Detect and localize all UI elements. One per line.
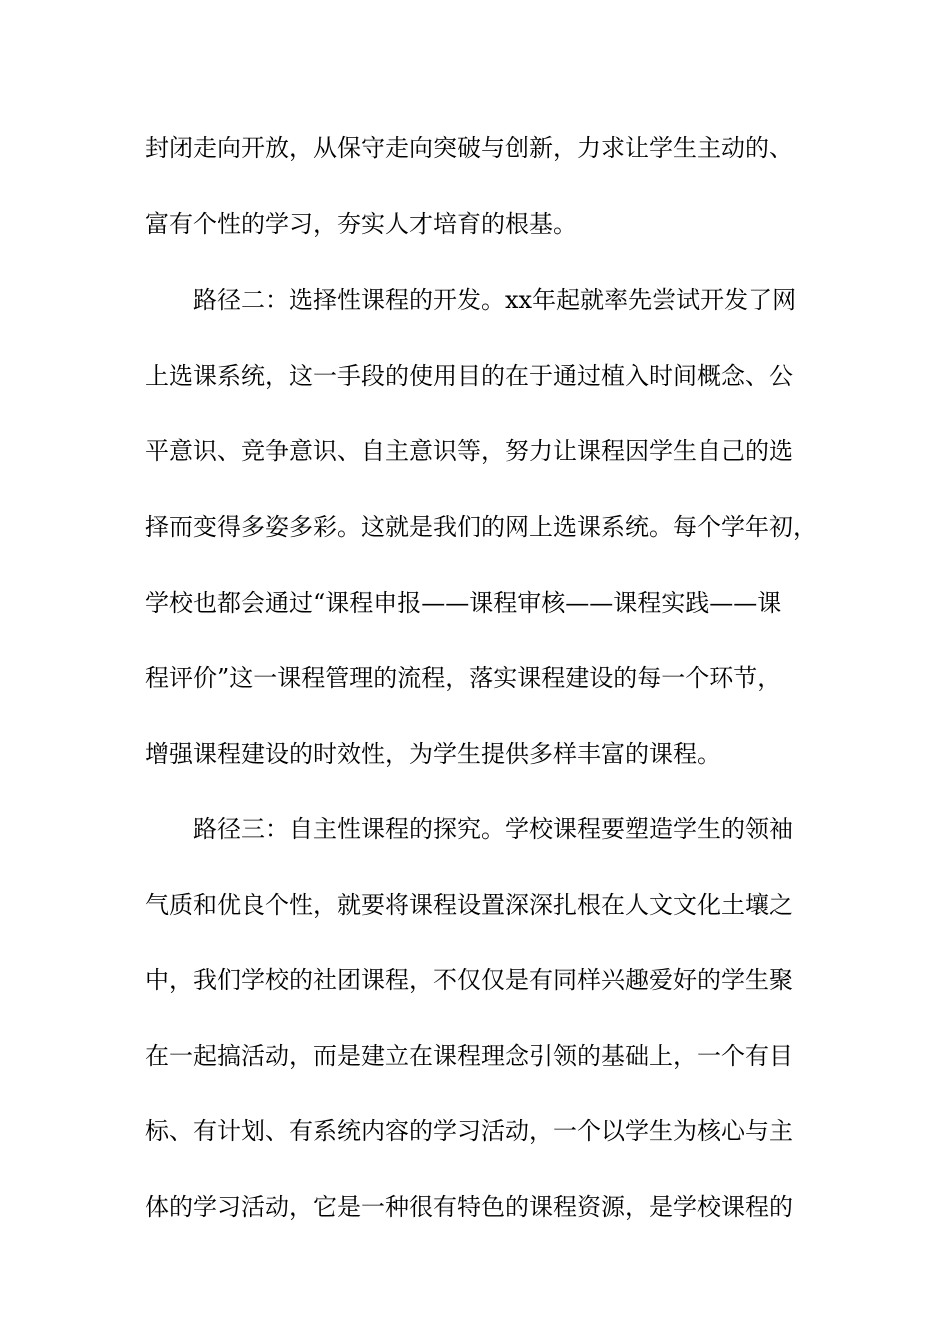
body-text-line: 气质和优良个性，就要将课程设置深深扎根在人文文化土壤之 — [145, 891, 793, 919]
body-text-line: 中，我们学校的社团课程，不仅仅是有同样兴趣爱好的学生聚 — [145, 966, 793, 994]
body-text-line: 学校也都会通过“课程申报——课程审核——课程实践——课 — [145, 589, 782, 617]
body-text-line: 封闭走向开放，从保守走向突破与创新，力求让学生主动的、 — [145, 134, 793, 162]
body-text-line: 平意识、竞争意识、自主意识等，努力让课程因学生自己的选 — [145, 437, 793, 465]
paragraph-start-line: 路径二：选择性课程的开发。xx年起就率先尝试开发了网 — [193, 286, 797, 314]
body-text-line: 在一起搞活动，而是建立在课程理念引领的基础上，一个有目 — [145, 1042, 793, 1070]
paragraph-start-line: 路径三：自主性课程的探究。学校课程要塑造学生的领袖 — [193, 815, 793, 843]
body-text-line: 体的学习活动，它是一种很有特色的课程资源，是学校课程的 — [145, 1193, 793, 1221]
body-text-line: 程评价”这一课程管理的流程，落实课程建设的每一个环节， — [145, 664, 782, 692]
body-text-line: 择而变得多姿多彩。这就是我们的网上选课系统。每个学年初， — [145, 513, 817, 541]
body-text-line: 标、有计划、有系统内容的学习活动，一个以学生为核心与主 — [145, 1117, 793, 1145]
body-text-line: 增强课程建设的时效性，为学生提供多样丰富的课程。 — [145, 740, 721, 768]
body-text-line: 富有个性的学习，夯实人才培育的根基。 — [145, 210, 577, 238]
body-text-line: 上选课系统，这一手段的使用目的在于通过植入时间概念、公 — [145, 362, 793, 390]
